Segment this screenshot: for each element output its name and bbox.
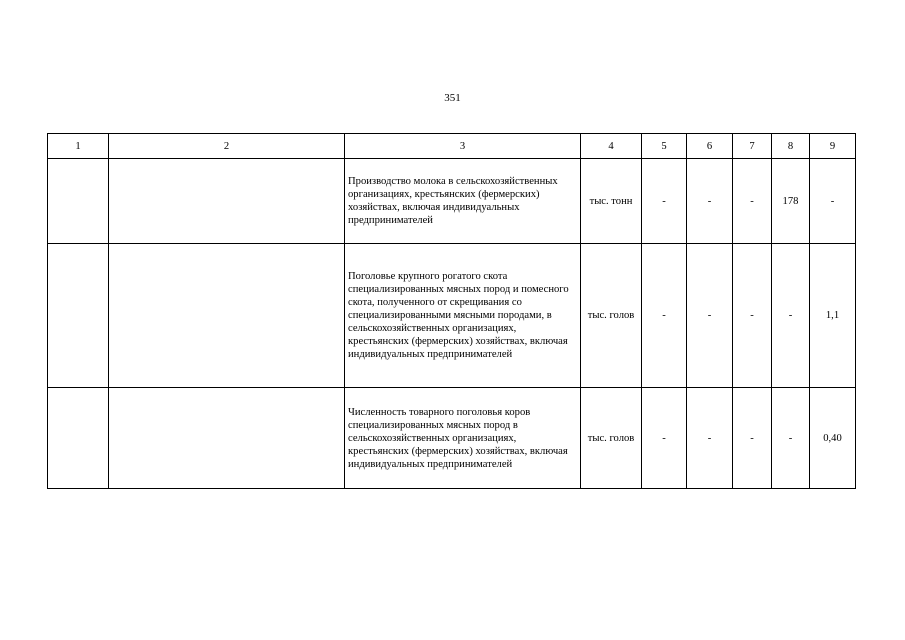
value-cell-8: - (772, 388, 810, 489)
data-table (47, 133, 856, 489)
table-row (48, 159, 856, 244)
value-cell-5: - (642, 159, 687, 244)
unit-cell: тыс. голов (581, 244, 642, 388)
value-cell-9: - (810, 159, 856, 244)
value-cell-6: - (687, 159, 733, 244)
header-cell: 8 (772, 134, 810, 159)
table-cell-col1 (48, 244, 109, 388)
value-cell-7: - (733, 388, 772, 489)
table-cell-col2 (109, 159, 345, 244)
value-cell-5: - (642, 244, 687, 388)
indicator-cell: Поголовье крупного рогатого скота специализированных мясных пород и помесного скота, полученного от скрещивания со специализированными мясными породами, в сельскохозяйственных организациях, крестьянских (фермерских) хозяйствах, включая индивидуальных предпринимателей (345, 244, 581, 388)
table-cell-col2 (109, 388, 345, 489)
header-cell: 7 (733, 134, 772, 159)
table-header-row (48, 134, 856, 159)
page-number: 351 (444, 92, 461, 104)
header-cell: 4 (581, 134, 642, 159)
unit-cell: тыс. голов (581, 388, 642, 489)
value-cell-7: - (733, 244, 772, 388)
table-row (48, 388, 856, 489)
table-cell-col2 (109, 244, 345, 388)
header-cell: 2 (109, 134, 345, 159)
header-cell: 1 (48, 134, 109, 159)
value-cell-6: - (687, 244, 733, 388)
table-row (48, 244, 856, 388)
indicator-cell: Численность товарного поголовья коров специализированных мясных пород в сельскохозяйственных организациях, крестьянских (фермерских) хозяйствах, включая индивидуальных предпринимателей (345, 388, 581, 489)
header-cell: 5 (642, 134, 687, 159)
table-cell-col1 (48, 159, 109, 244)
value-cell-6: - (687, 388, 733, 489)
header-cell: 6 (687, 134, 733, 159)
value-cell-8: - (772, 244, 810, 388)
indicator-cell: Производство молока в сельскохозяйственных организациях, крестьянских (фермерских) хозяйствах, включая индивидуальных предпринимателей (345, 159, 581, 244)
value-cell-5: - (642, 388, 687, 489)
value-cell-9: 1,1 (810, 244, 856, 388)
value-cell-9: 0,40 (810, 388, 856, 489)
value-cell-8: 178 (772, 159, 810, 244)
header-cell: 3 (345, 134, 581, 159)
value-cell-7: - (733, 159, 772, 244)
header-cell: 9 (810, 134, 856, 159)
table-cell-col1 (48, 388, 109, 489)
unit-cell: тыс. тонн (581, 159, 642, 244)
